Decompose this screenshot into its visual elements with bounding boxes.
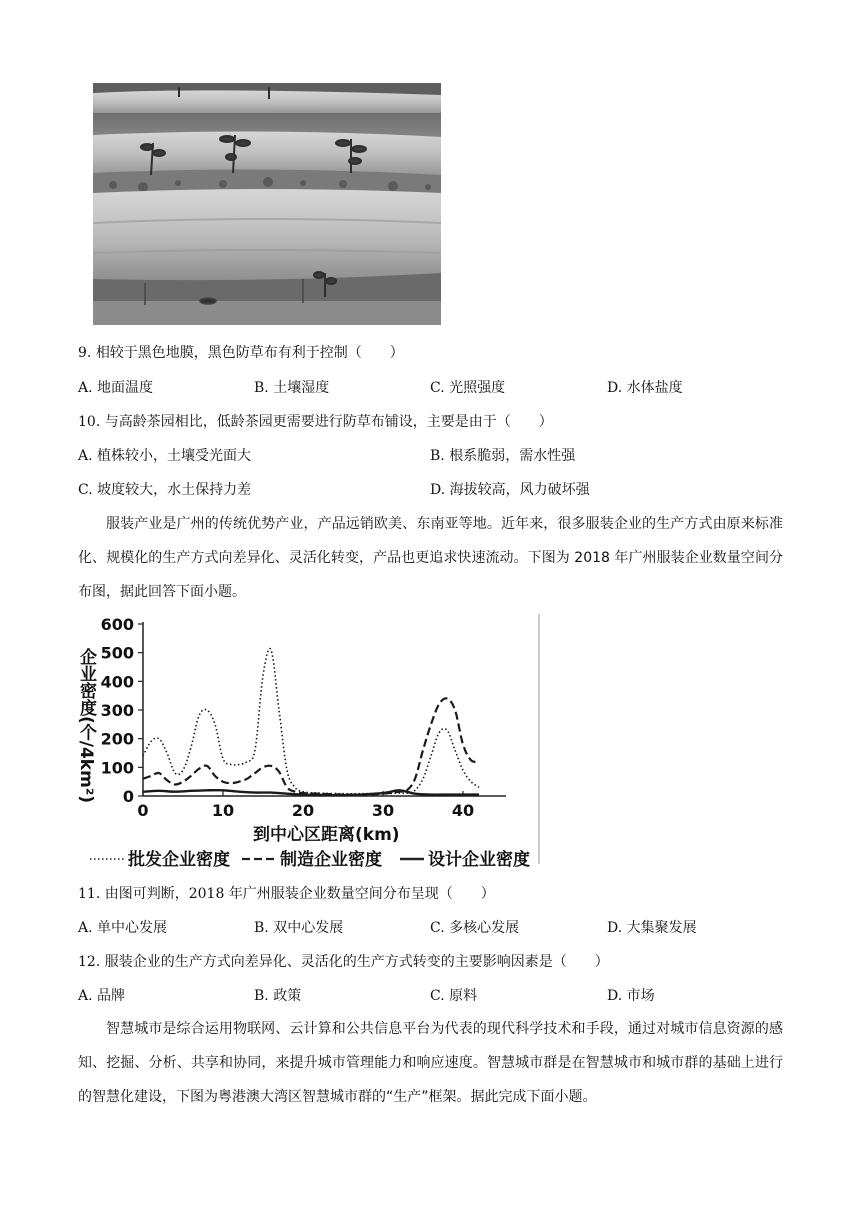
question-9-option-d[interactable]: D. 水体盐度 xyxy=(607,380,683,396)
x-axis-label: 到中心区距离(km) xyxy=(253,825,400,845)
question-12-option-c[interactable]: C. 原料 xyxy=(430,988,478,1004)
question-11-option-a[interactable]: A. 单中心发展 xyxy=(78,920,168,936)
series-line-wholesale xyxy=(143,649,479,794)
legend-label-design: 设计企业密度 xyxy=(428,850,530,870)
passage-garment-industry: 服装产业是广州的传统优势产业，产品远销欧美、东南亚等地。近年来，很多服装企业的生产方式由原来标准化、规模化的生产方式向差异化、灵活化转变，产品也更追求快速流动。下图为 2018 年广州服装企业数量空间分布图，据此回答下面小题。 xyxy=(78,516,783,600)
legend xyxy=(90,849,530,870)
question-9-option-c[interactable]: C. 光照强度 xyxy=(430,380,506,396)
question-10-option-a[interactable]: A. 植株较小，土壤受光面大 xyxy=(78,448,252,464)
question-number: 10. xyxy=(78,414,101,430)
question-12-stem xyxy=(78,952,609,972)
legend-label-wholesale: 批发企业密度 xyxy=(128,850,230,870)
question-10-stem xyxy=(78,412,553,432)
legend-label-manufacturing: 制造企业密度 xyxy=(280,850,382,870)
y-axis-label: 企业密度(个/4km²) xyxy=(76,648,96,804)
tea-garden-photo xyxy=(93,83,441,325)
y-tick-label: 600 xyxy=(100,615,134,634)
question-number: 9. xyxy=(78,345,92,361)
question-text: 与高龄茶园相比，低龄茶园更需要进行防草布铺设，主要是由于（ ） xyxy=(104,414,553,430)
y-tick-label: 400 xyxy=(100,672,134,692)
question-9-option-a[interactable]: A. 地面温度 xyxy=(78,380,154,396)
question-text: 由图可判断，2018 年广州服装企业数量空间分布呈现（ ） xyxy=(104,886,495,902)
question-10-option-b[interactable]: B. 根系脆弱，需水性强 xyxy=(430,448,576,464)
question-12-option-d[interactable]: D. 市场 xyxy=(607,988,655,1004)
x-tick-label: 20 xyxy=(291,801,315,820)
y-tick-label: 200 xyxy=(100,729,134,749)
question-10-option-c[interactable]: C. 坡度较大，水土保持力差 xyxy=(78,482,252,498)
question-10-option-d[interactable]: D. 海拔较高，风力破坏强 xyxy=(430,482,590,498)
y-tick-label: 0 xyxy=(122,787,134,806)
series-line-manufacturing xyxy=(143,698,479,794)
passage-smart-city: 智慧城市是综合运用物联网、云计算和公共信息平台为代表的现代科学技术和手段，通过对城市信息资源的感知、挖掘、分析、共享和协同，来提升城市管理能力和响应速度。智慧城市群是在智慧城市和城市群的基础上进行的智慧化建设，下图为粤港澳大湾区智慧城市群的“生产”框架。据此完成下面小题。 xyxy=(78,1021,783,1105)
x-tick-label: 0 xyxy=(137,801,149,820)
x-tick-label: 40 xyxy=(451,801,475,820)
y-tick-label: 300 xyxy=(100,701,134,720)
question-9-stem xyxy=(78,343,404,363)
question-12-option-a[interactable]: A. 品牌 xyxy=(78,988,126,1004)
y-tick-label: 500 xyxy=(100,643,134,663)
enterprise-density-chart xyxy=(70,608,550,870)
x-tick-label: 10 xyxy=(211,801,235,820)
y-tick-label: 100 xyxy=(100,758,134,778)
question-text: 服装企业的生产方式向差异化、灵活化的生产方式转变的主要影响因素是（ ） xyxy=(104,954,609,970)
question-9-option-b[interactable]: B. 土壤湿度 xyxy=(254,380,330,396)
question-number: 12. xyxy=(78,954,101,970)
question-number: 11. xyxy=(78,886,101,902)
question-11-option-c[interactable]: C. 多核心发展 xyxy=(430,920,520,936)
x-tick-label: 30 xyxy=(371,801,395,820)
question-12-option-b[interactable]: B. 政策 xyxy=(254,988,302,1004)
question-text: 相较于黑色地膜，黑色防草布有利于控制（ ） xyxy=(95,345,404,361)
question-11-option-d[interactable]: D. 大集聚发展 xyxy=(607,920,697,936)
question-11-option-b[interactable]: B. 双中心发展 xyxy=(254,920,344,936)
question-11-stem xyxy=(78,884,495,904)
